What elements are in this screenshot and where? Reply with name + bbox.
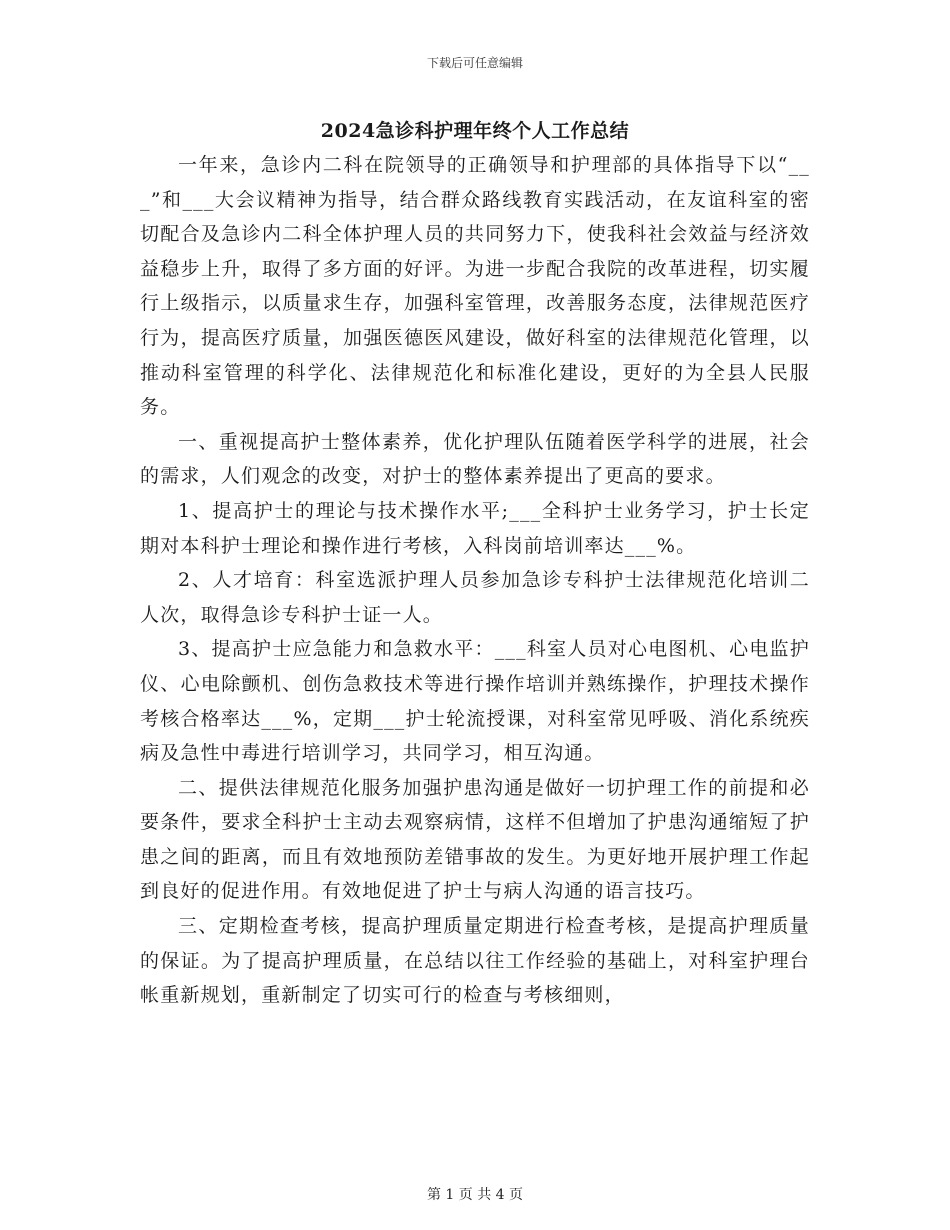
page-indicator: 第 1 页 共 4 页 (426, 1187, 524, 1203)
paragraph-item-3: 3、提高护士应急能力和急救水平：___科室人员对心电图机、心电监护仪、心电除颤机、创伤急救技术等进行操作培训并熟练操作，护理技术操作考核合格率达___%，定期___护士轮流授课，对科室常见呼吸、消化系统疾病及急性中毒进行培训学习，共同学习，相互沟通。 (140, 638, 810, 765)
paragraph-section-3: 三、定期检查考核，提高护理质量定期进行检查考核，是提高护理质量的保证。为了提高护理质量，在总结以往工作经验的基础上，对科室护理台帐重新规划，重新制定了切实可行的检查与考核细则， (140, 915, 810, 1007)
document-title: 2024急诊科护理年终个人工作总结 (320, 120, 630, 142)
paragraph-section-1: 一、重视提高护士整体素养，优化护理队伍随着医学科学的进展，社会的需求，人们观念的改变，对护士的整体素养提出了更高的要求。 (140, 430, 810, 488)
paragraph-item-2: 2、人才培育：科室选派护理人员参加急诊专科护士法律规范化培训二人次，取得急诊专科护士证一人。 (140, 569, 810, 626)
paragraph-item-1: 1、提高护士的理论与技术操作水平;___全科护士业务学习，护士长定期对本科护士理论和操作进行考核，入科岗前培训率达___%。 (140, 499, 810, 557)
header-note: 下载后可任意编辑 (426, 56, 523, 70)
paragraph-intro: 一年来，急诊内二科在院领导的正确领导和护理部的具体指导下以“___”和___大会议精神为指导，结合群众路线教育实践活动，在友谊科室的密切配合及急诊内二科全体护理人员的共同努力下，使我科社会效益与经济效益稳步上升，取得了多方面的好评。为进一步配合我院的改革进程，切实履行上级指示，以质量求生存，加强科室管理，改善服务态度，法律规范医疗行为，提高医疗质量，加强医德医风建设，做好科室的法律规范化管理，以推动科室管理的科学化、法律规范化和标准化建设，更好的为全县人民服务。 (140, 154, 810, 419)
document-body (140, 148, 810, 1013)
paragraph-section-2: 二、提供法律规范化服务加强护患沟通是做好一切护理工作的前提和必要条件，要求全科护士主动去观察病情，这样不但增加了护患沟通缩短了护患之间的距离，而且有效地预防差错事故的发生。为更好地开展护理工作起到良好的促进作用。有效地促进了护士与病人沟通的语言技巧。 (140, 776, 810, 903)
